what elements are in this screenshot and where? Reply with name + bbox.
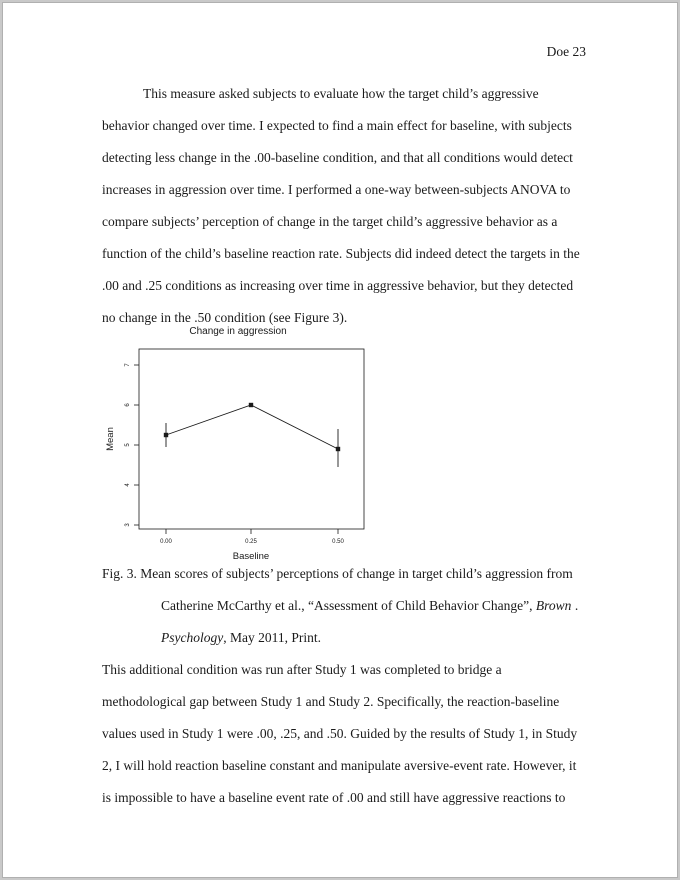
paragraph-line: .00 and .25 conditions as increasing over time in aggressive behavior, but they detected [102, 278, 574, 293]
series-line [166, 405, 338, 449]
figure-3-chart [101, 321, 401, 566]
x-axis [160, 529, 344, 545]
paragraph-line: detecting less change in the .00-baseline condition, and that all conditions would detect [102, 150, 573, 165]
x-tick-label: 0.50 [332, 539, 344, 545]
x-axis-label: Baseline [232, 551, 270, 562]
chart-title: Change in aggression [189, 326, 287, 337]
paragraph-line: values used in Study 1 were .00, .25, and .50. Guided by the results of Study 1, in Study [102, 726, 578, 741]
paragraph-line: methodological gap between Study 1 and Study 2. Specifically, the reaction-baseline [102, 694, 560, 709]
y-tick-label: 3 [125, 523, 131, 527]
caption-line-1: Fig. 3. Mean scores of subjects’ perceptions of change in target child’s aggression from [102, 566, 573, 581]
paragraph-line: increases in aggression over time. I performed a one-way between-subjects ANOVA to [102, 182, 571, 197]
paragraph-line: is impossible to have a baseline event rate of .00 and still have aggressive reactions to [102, 790, 566, 805]
paragraph-line: This additional condition was run after Study 1 was completed to bridge a [102, 662, 502, 677]
x-tick-label: 0.00 [160, 539, 172, 545]
caption-date: , May 2011, Print. [223, 630, 321, 645]
y-axis [125, 363, 139, 527]
caption-citation-text: Catherine McCarthy et al., “Assessment of Child Behavior Change”, [161, 598, 536, 613]
paragraph-line: behavior changed over time. I expected to find a main effect for baseline, with subjects [102, 118, 572, 133]
y-tick-label: 7 [125, 363, 131, 367]
caption-punct: . [571, 598, 579, 613]
y-axis-label: Mean [105, 427, 116, 451]
data-point [249, 403, 253, 407]
document-page [2, 2, 678, 878]
paragraph-line: no change in the .50 condition (see Figure 3). [102, 310, 348, 325]
data-point [336, 447, 340, 451]
paragraph-line: This measure asked subjects to evaluate how the target child’s aggressive [143, 86, 539, 101]
y-tick-label: 4 [125, 483, 131, 487]
paragraph-line: function of the child’s baseline reaction rate. Subjects did indeed detect the targets in the [102, 246, 580, 261]
plot-frame [139, 349, 364, 529]
data-point [164, 433, 168, 437]
paragraph-line: 2, I will hold reaction baseline constant and manipulate aversive-event rate. However, it [102, 758, 577, 773]
data-series [164, 403, 340, 467]
caption-line-3 [161, 630, 321, 646]
running-head: Doe 23 [546, 44, 586, 59]
paragraph-line: compare subjects’ perception of change in the target child’s aggressive behavior as a [102, 214, 558, 229]
x-tick-label: 0.25 [245, 539, 257, 545]
y-tick-label: 6 [125, 403, 131, 407]
y-tick-label: 5 [125, 443, 131, 447]
caption-journal-italic: Brown [535, 598, 572, 613]
caption-journal-italic: Psychology [161, 630, 224, 645]
caption-line-2 [161, 598, 578, 614]
